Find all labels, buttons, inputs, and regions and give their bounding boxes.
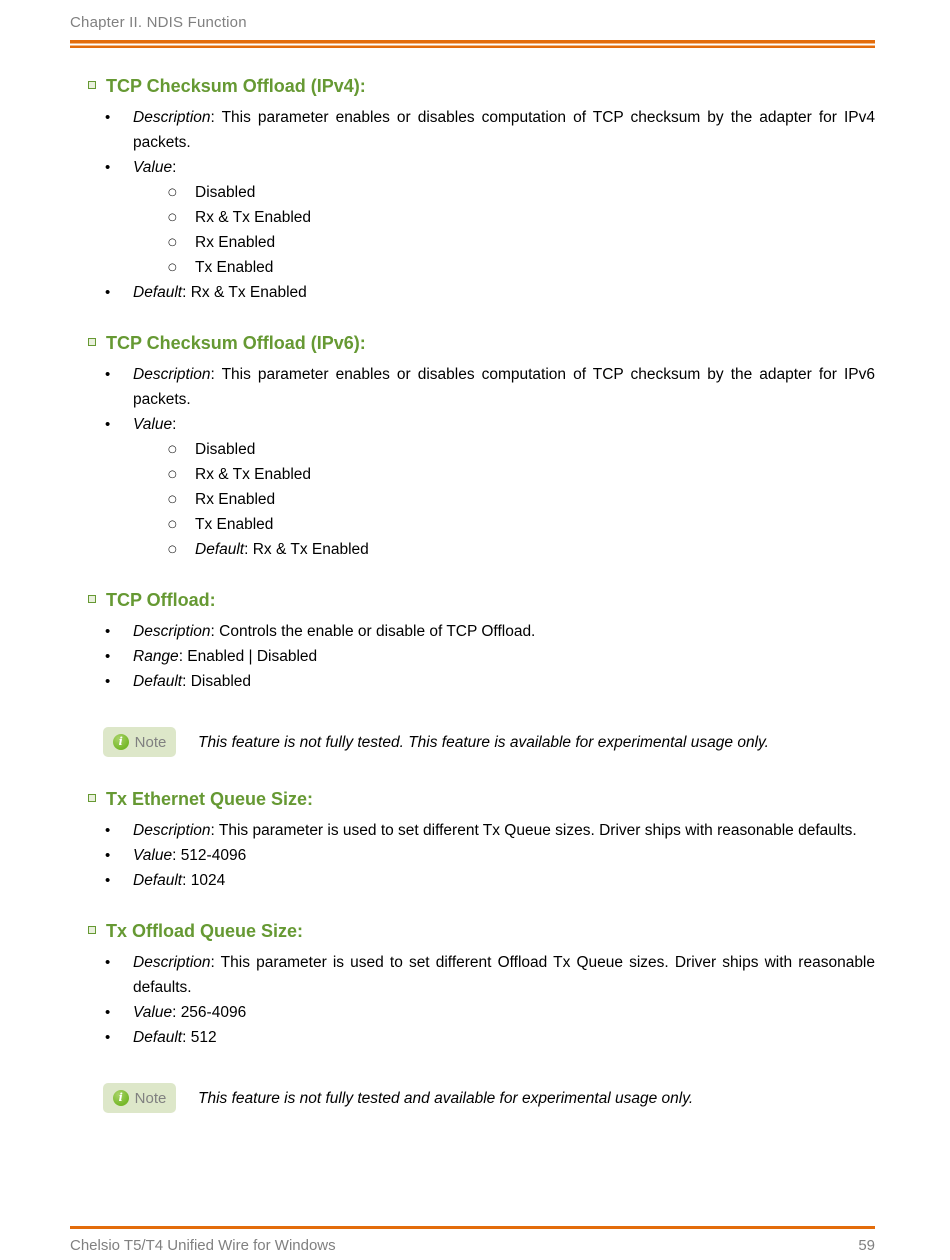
bullet-item [70, 818, 875, 843]
circle-bullet-icon: ○ [168, 544, 177, 555]
square-bullet-icon [88, 81, 96, 89]
bullet-list [70, 619, 875, 694]
sub-bullet-text: Rx & Tx Enabled [195, 209, 312, 226]
sub-bullet-item [70, 537, 875, 562]
note-text: This feature is not fully tested and available for experimental usage only. [198, 1090, 694, 1107]
circle-bullet-icon: ○ [168, 212, 177, 223]
sub-bullet-item [70, 230, 875, 255]
sub-bullet-item [70, 205, 875, 230]
bullet-text: Default: 1024 [133, 872, 226, 889]
bullet-label: Description [133, 109, 211, 126]
document-body [70, 74, 875, 1113]
bullet-list [70, 818, 875, 893]
bullet-item [70, 1025, 875, 1050]
bullet-item [70, 644, 875, 669]
sub-bullet-item [70, 437, 875, 462]
section-heading-text: TCP Checksum Offload (IPv6): [106, 333, 366, 353]
bullet-text: Description: This parameter is used to set different Tx Queue sizes. Driver ships with reasonable defaults. [133, 822, 857, 839]
bullet-text: Value: [133, 416, 177, 433]
bullet-icon: • [105, 673, 111, 690]
section-heading [70, 588, 875, 612]
bullet-icon: • [105, 159, 111, 176]
chapter-title: Chapter II. NDIS Function [70, 14, 247, 31]
bullet-item [70, 619, 875, 644]
bullet-label: Value [133, 416, 173, 433]
sub-bullet-item [70, 462, 875, 487]
square-bullet-icon [88, 926, 96, 934]
square-bullet-icon [88, 338, 96, 346]
sub-bullet-text: Rx Enabled [195, 491, 276, 508]
bullet-item [70, 868, 875, 893]
parameter-section [70, 588, 875, 694]
section-heading-text: TCP Offload: [106, 590, 216, 610]
bullet-text: Description: This parameter enables or disables computation of TCP checksum by the adapter for IPv6 packets. [133, 366, 875, 408]
bullet-label: Default [133, 673, 183, 690]
note-block [103, 730, 875, 757]
bullet-text: Description: This parameter enables or disables computation of TCP checksum by the adapter for IPv4 packets. [133, 109, 875, 151]
circle-bullet-icon: ○ [168, 469, 177, 480]
bullet-icon: • [105, 872, 111, 889]
note-text: This feature is not fully tested. This feature is available for experimental usage only. [198, 734, 769, 751]
note-badge [103, 727, 176, 757]
square-bullet-icon [88, 794, 96, 802]
circle-bullet-icon: ○ [168, 187, 177, 198]
bullet-item [70, 155, 875, 180]
bullet-label: Default [133, 872, 183, 889]
bullet-text: Default: 512 [133, 1029, 217, 1046]
bullet-list [70, 362, 875, 562]
bullet-text: Value: 512-4096 [133, 847, 247, 864]
sub-bullet-text: Default: Rx & Tx Enabled [195, 541, 369, 558]
sub-bullet-text: Rx & Tx Enabled [195, 466, 312, 483]
section-heading-text: Tx Ethernet Queue Size: [106, 789, 314, 809]
circle-bullet-icon: ○ [168, 237, 177, 248]
bullet-label: Description [133, 623, 211, 640]
bullet-icon: • [105, 366, 111, 383]
bullet-label: Range [133, 648, 179, 665]
parameter-section [70, 919, 875, 1050]
note-badge-label: Note [134, 1089, 167, 1107]
sub-bullet-text: Tx Enabled [195, 516, 274, 533]
bullet-icon: • [105, 109, 111, 126]
info-icon: i [113, 1090, 129, 1106]
footer-document-title: Chelsio T5/T4 Unified Wire for Windows [70, 1237, 336, 1254]
bullet-list [70, 950, 875, 1050]
bullet-label: Description [133, 954, 211, 971]
page-footer [70, 1226, 875, 1254]
bullet-text: Range: Enabled | Disabled [133, 648, 318, 665]
bullet-text: Description: This parameter is used to set different Offload Tx Queue sizes. Driver ships with reasonable defaults. [133, 954, 875, 996]
note-badge-label: Note [134, 733, 167, 751]
bullet-item [70, 105, 875, 155]
section-heading [70, 331, 875, 355]
bullet-item [70, 1000, 875, 1025]
footer-page-number: 59 [858, 1237, 875, 1254]
sub-bullet-text: Tx Enabled [195, 259, 274, 276]
square-bullet-icon [88, 595, 96, 603]
bullet-icon: • [105, 1004, 111, 1021]
bullet-icon: • [105, 284, 111, 301]
sub-bullet-text: Disabled [195, 441, 256, 458]
bullet-item [70, 412, 875, 437]
bullet-item [70, 362, 875, 412]
header-rule [70, 40, 875, 48]
bullet-label: Description [133, 822, 211, 839]
bullet-text: Description: Controls the enable or disable of TCP Offload. [133, 623, 536, 640]
circle-bullet-icon: ○ [168, 444, 177, 455]
bullet-icon: • [105, 847, 111, 864]
section-heading-text: Tx Offload Queue Size: [106, 921, 304, 941]
sub-bullet-item [70, 512, 875, 537]
bullet-item [70, 843, 875, 868]
page-header [70, 14, 875, 48]
note-badge [103, 1083, 176, 1113]
bullet-text: Value: 256-4096 [133, 1004, 247, 1021]
bullet-icon: • [105, 1029, 111, 1046]
note-block [103, 1086, 875, 1113]
bullet-label: Default [133, 284, 183, 301]
bullet-label: Description [133, 366, 211, 383]
bullet-item [70, 280, 875, 305]
bullet-icon: • [105, 623, 111, 640]
bullet-label: Default [133, 1029, 183, 1046]
circle-bullet-icon: ○ [168, 494, 177, 505]
circle-bullet-icon: ○ [168, 262, 177, 273]
parameter-section [70, 331, 875, 562]
bullet-text: Default: Rx & Tx Enabled [133, 284, 307, 301]
bullet-label: Value [133, 159, 173, 176]
section-heading-text: TCP Checksum Offload (IPv4): [106, 76, 366, 96]
section-heading [70, 919, 875, 943]
sub-bullet-item [70, 487, 875, 512]
info-icon: i [113, 734, 129, 750]
sub-bullet-text: Disabled [195, 184, 256, 201]
parameter-section [70, 74, 875, 305]
sub-bullet-item [70, 180, 875, 205]
bullet-icon: • [105, 954, 111, 971]
bullet-icon: • [105, 822, 111, 839]
sub-bullet-label: Default [195, 541, 245, 558]
bullet-text: Default: Disabled [133, 673, 252, 690]
circle-bullet-icon: ○ [168, 519, 177, 530]
bullet-item [70, 669, 875, 694]
bullet-icon: • [105, 648, 111, 665]
bullet-label: Value [133, 847, 173, 864]
bullet-item [70, 950, 875, 1000]
sub-bullet-item [70, 255, 875, 280]
bullet-text: Value: [133, 159, 177, 176]
sub-bullet-text: Rx Enabled [195, 234, 276, 251]
bullet-label: Value [133, 1004, 173, 1021]
bullet-icon: • [105, 416, 111, 433]
section-heading [70, 74, 875, 98]
parameter-section [70, 787, 875, 893]
section-heading [70, 787, 875, 811]
bullet-list [70, 105, 875, 305]
